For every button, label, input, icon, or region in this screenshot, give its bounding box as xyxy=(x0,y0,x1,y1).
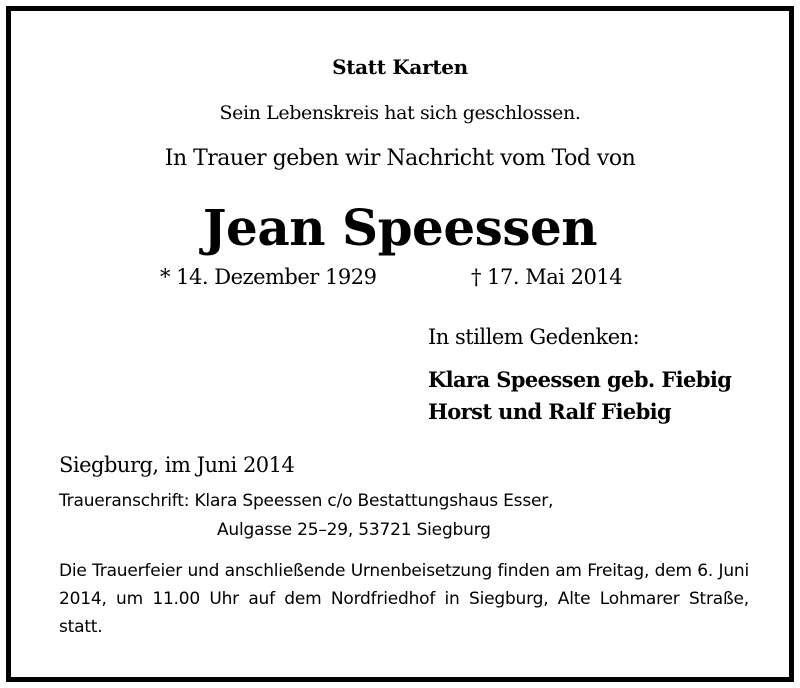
mourner-name: Klara Speessen geb. Fiebig xyxy=(428,367,732,392)
deceased-name: Jean Speessen xyxy=(202,198,598,257)
ceremony-text: Die Trauerfeier und anschließende Urnenbeisetzung finden am Freitag, dem 6. Juni 2014, um 11.00 Uhr auf dem Nordfriedhof in Siegburg, Alte Lohmarer Straße, statt. xyxy=(59,561,749,637)
death-date: † 17. Mai 2014 xyxy=(471,265,623,289)
remembrance-label: In stillem Gedenken: xyxy=(428,325,640,349)
mourner-name: Horst und Ralf Fiebig xyxy=(428,399,672,424)
notice-motto: Sein Lebenskreis hat sich geschlossen. xyxy=(219,102,581,124)
notice-announcement: In Trauer geben wir Nachricht vom Tod von xyxy=(164,146,636,171)
place-date: Siegburg, im Juni 2014 xyxy=(59,453,295,477)
birth-date: * 14. Dezember 1929 xyxy=(160,265,377,289)
notice-header: Statt Karten xyxy=(332,55,468,79)
address-line-1: Traueranschrift: Klara Speessen c/o Bestattungshaus Esser, xyxy=(59,491,554,511)
address-line-2: Aulgasse 25–29, 53721 Siegburg xyxy=(217,520,491,540)
